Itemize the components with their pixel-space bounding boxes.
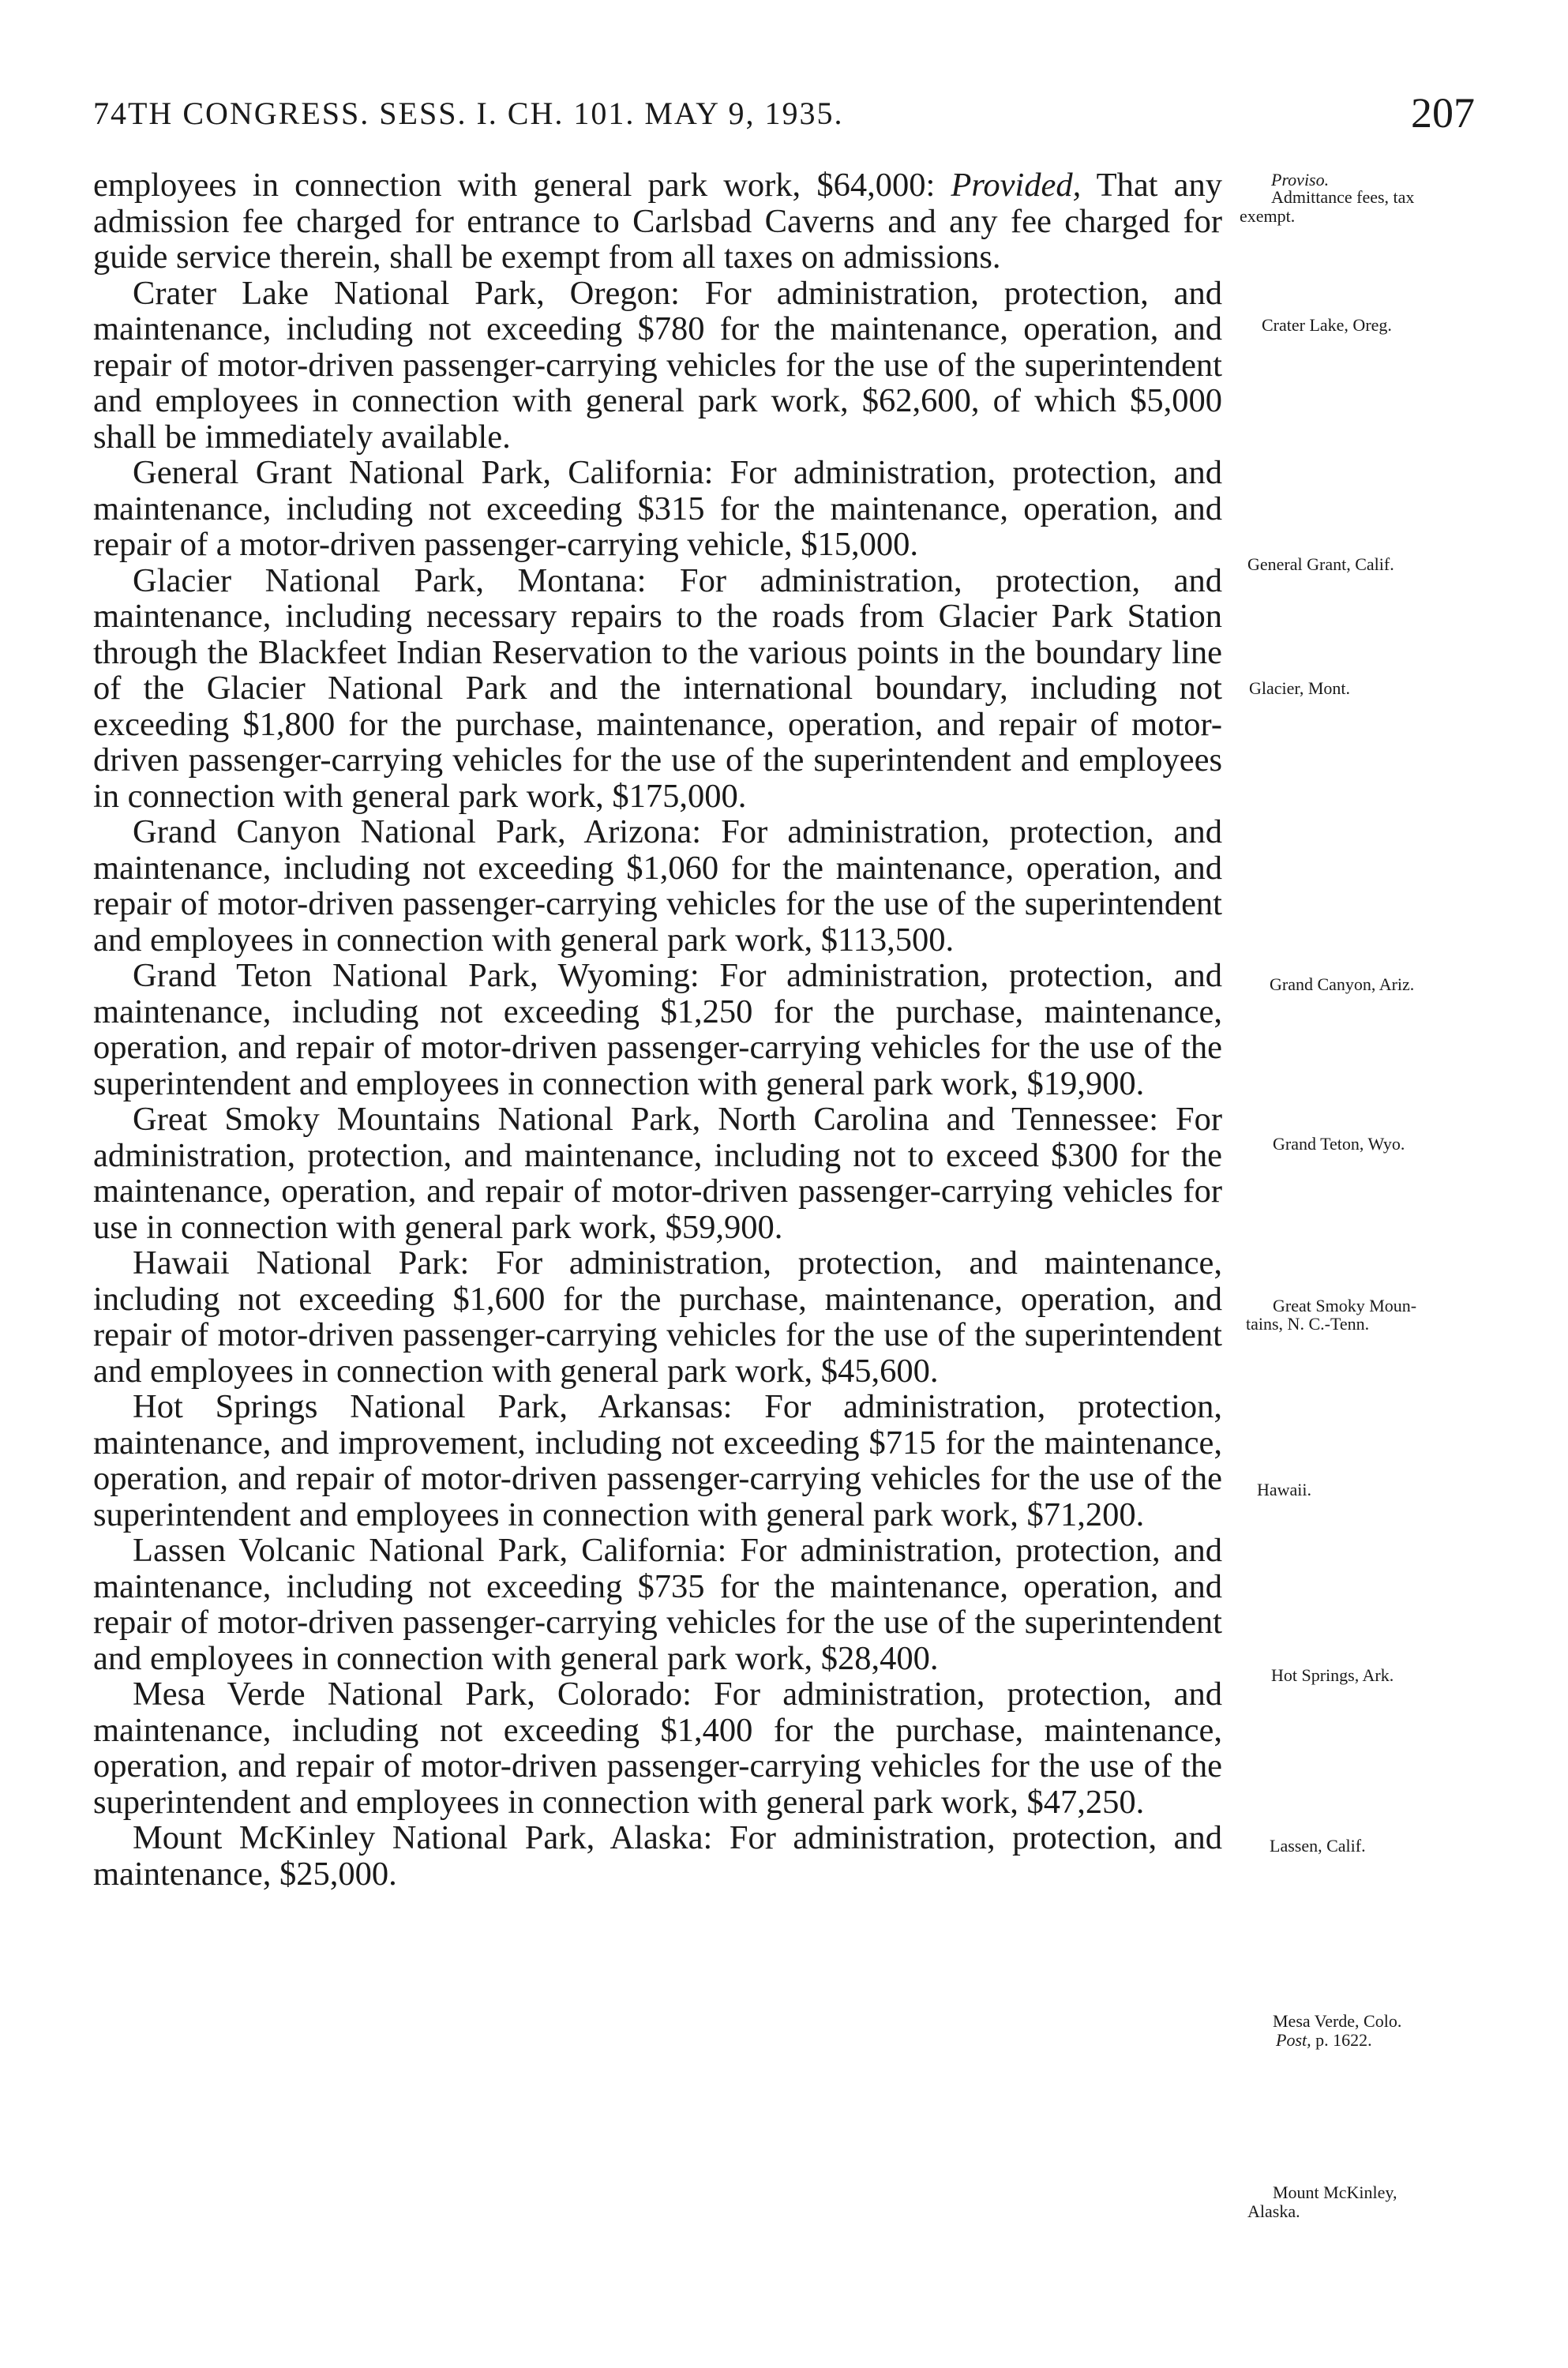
margin-note-mount-mckinley-2: Alaska.	[1247, 2201, 1300, 2221]
margin-note-lassen: Lassen, Calif.	[1270, 1836, 1366, 1856]
page-number: 207	[1411, 89, 1475, 137]
paragraph-great-smoky: Great Smoky Mountains National Park, North Carolina and Tennessee: For administration, protection, and maintenance, including not to exceed $300 for the maintenance, operation, and repair of motor-driven passenger-carrying vehicles for use in connection with general park work, $59,900.	[93, 1101, 1222, 1246]
margin-note-proviso: Admittance fees, tax	[1271, 187, 1415, 207]
margin-note-great-smoky-2: tains, N. C.-Tenn.	[1246, 1314, 1370, 1334]
paragraph-grand-teton: Grand Teton National Park, Wyoming: For administration, protection, and maintenance, including not exceeding $1,250 for the purchase, maintenance, operation, and repair of motor-driven passenger-carrying vehicles for the use of the superintendent and employees in connection with general park work, $19,900.	[93, 957, 1222, 1102]
paragraph-tail: That any admission fee charged for entrance to Carlsbad Caverns and any fee charged for guide service therein, shall be exempt from all taxes on admissions.	[93, 167, 1222, 276]
paragraph-crater-lake: Crater Lake National Park, Oregon: For administration, protection, and maintenance, including not exceeding $780 for the maintenance, operation, and repair of motor-driven passenger-carrying vehicles for the use of the superintendent and employees in connection with general park work, $62,600, of which $5,000 shall be immediately available.	[93, 274, 1222, 456]
paragraph-hawaii: Hawaii National Park: For administration, protection, and maintenance, including not exceeding $1,600 for the purchase, maintenance, operation, and repair of motor-driven passenger-carrying vehicles for the use of the superintendent and employees in connection with general park work, $45,600.	[93, 1244, 1222, 1390]
margin-note-proviso-2: exempt.	[1240, 206, 1296, 226]
margin-note-great-smoky: Great Smoky Moun-	[1273, 1296, 1417, 1315]
margin-note-mesa-verde: Mesa Verde, Colo.	[1273, 2011, 1402, 2031]
paragraph-general-grant: General Grant National Park, California: For administration, protection, and maintenance, including not exceeding $315 for the maintenance, operation, and repair of a motor-driven passenger-carrying vehicle, $15,000.	[93, 454, 1222, 563]
proviso-word: Provided,	[951, 167, 1082, 204]
paragraph-glacier: Glacier National Park, Montana: For administration, protection, and maintenance, including necessary repairs to the roads from Glacier Park Station through the Blackfeet Indian Reservation to the various points in the boundary line of the Glacier National Park and the international boundary, including not exceeding $1,800 for the purchase, maintenance, operation, and repair of motor-driven passenger-carrying vehicles for the use of the superintendent and employees in connection with general park work, $175,000.	[93, 561, 1222, 815]
margin-note-grand-teton: Grand Teton, Wyo.	[1273, 1134, 1405, 1154]
page-body	[93, 167, 1222, 1892]
margin-note-grand-canyon: Grand Canyon, Ariz.	[1270, 974, 1415, 994]
margin-note-mesa-verde-ref: Post, p. 1622.	[1276, 2030, 1372, 2050]
paragraph-lead: employees in connection with general park work, $64,000:	[93, 167, 951, 204]
paragraph-mount-mckinley: Mount McKinley National Park, Alaska: For administration, protection, and maintenance, $25,000.	[93, 1819, 1222, 1893]
margin-note-glacier: Glacier, Mont.	[1249, 678, 1351, 698]
margin-note-hawaii: Hawaii.	[1257, 1480, 1312, 1499]
paragraph-continuation	[93, 167, 1222, 276]
margin-note-mount-mckinley: Mount McKinley,	[1273, 2182, 1397, 2202]
running-title: 74TH CONGRESS. SESS. I. CH. 101. MAY 9, 1935.	[93, 96, 844, 131]
paragraph-hot-springs: Hot Springs National Park, Arkansas: For administration, protection, maintenance, and improvement, including not exceeding $715 for the maintenance, operation, and repair of motor-driven passenger-carrying vehicles for the use of the superintendent and employees in connection with general park work, $71,200.	[93, 1388, 1222, 1533]
margin-note-general-grant: General Grant, Calif.	[1247, 554, 1394, 574]
paragraph-grand-canyon: Grand Canyon National Park, Arizona: For administration, protection, and maintenance, including not exceeding $1,060 for the maintenance, operation, and repair of motor-driven passenger-carrying vehicles for the use of the superintendent and employees in connection with general park work, $113,500.	[93, 813, 1222, 959]
margin-note-proviso-label: Proviso.	[1271, 170, 1330, 190]
running-header	[93, 88, 1475, 144]
margin-note-hot-springs: Hot Springs, Ark.	[1271, 1665, 1394, 1685]
margin-note-crater-lake: Crater Lake, Oreg.	[1262, 315, 1392, 335]
paragraph-lassen: Lassen Volcanic National Park, California: For administration, protection, and maintenance, including not exceeding $735 for the maintenance, operation, and repair of motor-driven passenger-carrying vehicles for the use of the superintendent and employees in connection with general park work, $28,400.	[93, 1532, 1222, 1677]
paragraph-mesa-verde: Mesa Verde National Park, Colorado: For administration, protection, and maintenance, including not exceeding $1,400 for the purchase, maintenance, operation, and repair of motor-driven passenger-carrying vehicles for the use of the superintendent and employees in connection with general park work, $47,250.	[93, 1676, 1222, 1821]
